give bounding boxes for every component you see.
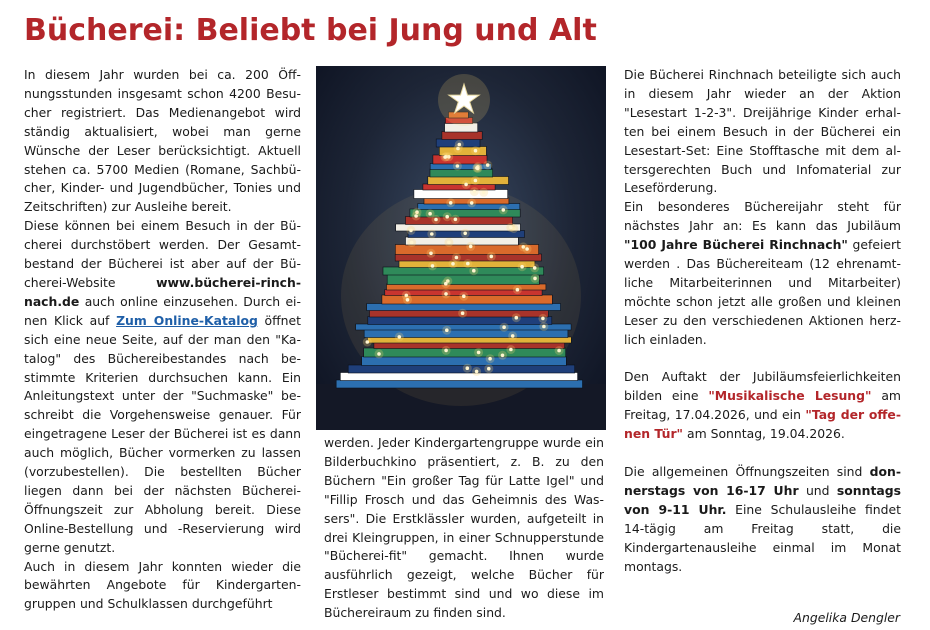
book-spine [340, 373, 577, 381]
paragraph-media-stats: In diesem Jahr wurden bei ca. 200 Öffnungsstunden insgesamt schon 4200 Besucher registriert. Das Medienangebot wird ständig aktualisiert, wobei man gerne Wünsche der Leser berücksichtigt. Aktuell stehen ca. 5700 Medien (Romane, Sachbücher, Kinder- und Jugendbücher, Tonies und Zeitschriften) zur Ausleihe bereit. [24, 67, 301, 215]
book-spine [387, 284, 546, 290]
book-tree-photo [316, 66, 606, 430]
text-segment: am Sonntag, 19.04.2026. [686, 426, 845, 442]
fairy-light [520, 265, 524, 269]
book-spine [368, 317, 552, 325]
text-segment: Ein besonderes Büchereijahr steht für nächstes Jahr an: Es kann das Jubiläum [624, 199, 901, 234]
fairy-light [502, 208, 506, 212]
online-catalog-link[interactable]: Zum Online-Katalog [116, 312, 258, 328]
fairy-light [429, 252, 433, 256]
text-segment: und [805, 482, 830, 498]
paragraph-opening-hours [624, 463, 901, 576]
fairy-light [455, 256, 459, 260]
fairy-light [434, 218, 438, 222]
book-spine [414, 190, 508, 199]
fairy-light [449, 201, 453, 205]
fairy-light [509, 348, 513, 352]
fairy-light [398, 335, 402, 339]
fairy-light [444, 282, 448, 286]
fairy-light [445, 328, 449, 332]
book-spine [387, 275, 539, 285]
fairy-light [511, 334, 515, 338]
paragraph-events [624, 368, 901, 444]
book-spine [424, 198, 509, 204]
fairy-light [431, 264, 435, 268]
fairy-light [414, 214, 418, 218]
fairy-light [533, 277, 537, 281]
text-segment: Die allgemeinen Öffnungszeiten sind [624, 464, 863, 479]
fairy-light [443, 155, 447, 159]
fairy-light [366, 340, 370, 344]
text-segment: Eine Schulausleihe findet 14-tägig am Freitag statt, die Kindergartenausleihe einmal im Monat montags. [624, 501, 901, 574]
fairy-light [477, 351, 481, 355]
text-segment: auch online einzusehen. Durch einen Klick auf [24, 293, 301, 328]
fairy-light [466, 366, 470, 370]
fairy-light [473, 190, 477, 194]
book-spine [356, 324, 571, 330]
opening-hours-sunday: sonntags von 9-11 Uhr. [624, 482, 901, 517]
fairy-light [488, 357, 492, 361]
text-segment: Den Auftakt der Jubiläumsfeierlichkeiten bilden eine [624, 369, 901, 404]
book-spine [406, 237, 519, 245]
anniversary-name: "100 Jahre Bücherei Rinchnach" [624, 237, 848, 253]
website-url: www.bücherei-rinchnach.de [24, 274, 301, 309]
article-title: Bücherei: Beliebt bei Jung und Alt [24, 13, 597, 48]
paragraph-spacer [624, 350, 901, 369]
fairy-light [541, 317, 545, 321]
fairy-light [430, 232, 434, 236]
fairy-light [525, 247, 529, 251]
fairy-light [462, 294, 466, 298]
paragraph-lesestart: Die Bücherei Rinchnach beteiligte sich auch in diesem Jahr wieder an der Aktion "Lesestart 1-2-3". Dreijährige Kinder erhalten bei einem Besuch in der Bücherei ein Lesestart-Set: Eine Stofftasche mit dem altersgerechten Buch und Infomaterial zur Leseförderung. [624, 67, 901, 196]
fairy-light [469, 245, 473, 249]
paragraph-kindergarten-program: werden. Jeder Kindergartengruppe wurde ein Bilderbuchkino präsentiert, z. B. zu den Büchern "Ein großer Tag für Latte Igel" und "Fillip Frosch und das Geheimnis des Wassers". Die Erstklässler wurden, aufgeteilt in drei Kleingruppen, in einer Schnupperstunde "Bücherei-fit" gemacht. Ihnen wurde ausführlich gezeigt, welche Bücher für Erstleser bestimmt sind und wo diese im Büchereiraum zu finden sind. [324, 435, 604, 621]
fairy-light [454, 218, 458, 222]
fairy-light [472, 269, 476, 273]
fairy-light [502, 325, 506, 329]
book-spine [362, 357, 567, 366]
book-spine [430, 169, 493, 177]
column-1 [24, 66, 301, 614]
text-segment: am Freitag, 17.04.2026, und ein [624, 388, 901, 423]
paragraph-spacer [624, 444, 901, 463]
fairy-light [509, 226, 513, 230]
fairy-light [516, 288, 520, 292]
fairy-light [409, 229, 413, 233]
author-signature: Angelika Dengler [793, 610, 900, 625]
event-open-day: "Tag der offenen Tür" [624, 407, 901, 442]
fairy-light [533, 266, 537, 270]
fairy-light [470, 201, 474, 205]
fairy-light [444, 292, 448, 296]
fairy-light [557, 349, 561, 353]
fairy-light [445, 215, 449, 219]
text-segment: gefeiert werden . Das Büchereiteam (12 ehrenamtliche Mitarbeiterinnen und Mitarbeiter) möchte schon jetzt alle großen und kleinen Leser zu den verschiedenen Aktionen herzlich einladen. [624, 237, 901, 347]
paragraph-kindergarten-intro: Auch in diesem Jahr konnten wieder die bewährten Angebote für Kindergartengruppen und Schulklassen durchgeführt [24, 558, 301, 612]
fairy-light [466, 262, 470, 266]
fairy-light [474, 149, 478, 153]
paragraph-anniversary [624, 198, 901, 349]
fairy-light [474, 179, 478, 183]
fairy-light [451, 262, 455, 266]
fairy-light [515, 316, 519, 320]
fairy-light [461, 311, 465, 315]
fairy-light [444, 349, 448, 353]
book-spine [442, 132, 482, 140]
fairy-light [542, 325, 546, 329]
paragraph-online-catalog [24, 217, 301, 557]
fairy-light [464, 183, 468, 187]
fairy-light [501, 354, 505, 358]
book-tree-illustration [316, 66, 606, 430]
column-2 [324, 434, 604, 623]
fairy-light [487, 367, 491, 371]
opening-hours-thursday: donnerstags von 16-17 Uhr [624, 464, 901, 498]
book-spine [364, 330, 568, 338]
fairy-light [377, 352, 381, 356]
fairy-light [410, 241, 414, 245]
text-segment: öffnet sich eine neue Seite, auf der man den "Katalog" des Büchereibestandes nach bestimmte Kriterien durchsuchen kann. Ein Anleitungstext unter der "Suchmaske" beschreibt die Vorgehensweise genauer. Für eingetragene Leser der Bücherei ist es dann auch möglich, Bücher vormerken zu lassen (vorzubestellen). Die bestellten Bücher liegen dann bei der nächsten Bücherei-Öffnungszeit zur Abholung bereit. Diese Online-Bestellung und -Reservierung wird gerne genutzt. [24, 312, 301, 555]
fairy-light [490, 255, 494, 259]
fairy-light [406, 298, 410, 302]
fairy-light [447, 241, 451, 245]
fairy-light [486, 163, 490, 167]
fairy-light [475, 370, 479, 374]
column-3 [624, 66, 901, 576]
book-spine [374, 343, 565, 349]
fairy-light [482, 191, 486, 195]
fairy-light [458, 143, 462, 147]
book-spine [336, 380, 582, 388]
text-segment: Diese können bei einem Besuch in der Bücherei durchstöbert werden. Der Gesamtbestand der Bücherei ist aber auf der Bücherei-Website [24, 218, 301, 290]
fairy-light [475, 166, 479, 170]
book-spine [348, 365, 575, 373]
fairy-light [463, 232, 467, 236]
fairy-light [456, 164, 460, 168]
fairy-light [428, 212, 432, 216]
book-spine [364, 348, 566, 357]
event-musical-reading: "Musikalische Lesung" [708, 388, 872, 404]
